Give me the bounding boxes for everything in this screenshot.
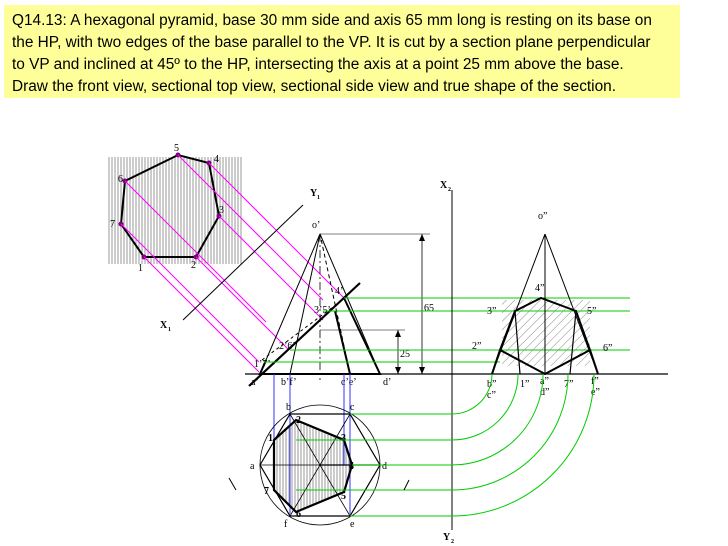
sv-label-5: 5” (587, 306, 597, 317)
ts-label-2: 2 (191, 260, 196, 271)
sv-label-1: 1” (520, 379, 530, 390)
tv-label-f: f (284, 519, 288, 530)
transfer-arc (296, 374, 518, 440)
dim-65-arrow-bottom (419, 367, 425, 374)
true-shape (108, 143, 242, 274)
problem-line: to VP and inclined at 45º to the HP, intersecting the axis at a point 25 mm above the base. (12, 56, 624, 73)
tv-label-b: b (286, 402, 291, 413)
sv-label-3: 3” (487, 306, 497, 317)
transfer-arc (350, 374, 594, 516)
sv-label-d: d” (540, 387, 550, 398)
transfer-arc (352, 374, 543, 465)
tv-label-a: a (250, 461, 255, 472)
sv-label-a: a” (540, 376, 549, 387)
sv-label-e: e” (591, 387, 600, 398)
top-view (250, 402, 387, 530)
fv-17-label: 1’7’ (254, 359, 271, 370)
transfer-arc (350, 374, 492, 414)
y1-sub: 1 (317, 195, 320, 201)
dim-25-arrow-bottom (395, 367, 401, 374)
tv-label-c: c (350, 402, 355, 413)
dim-25-arrow-top (395, 330, 401, 337)
fv-d-label: d’ (383, 377, 392, 388)
fv-edge-b (290, 234, 320, 374)
fv-cut-edge-c (335, 311, 350, 374)
sv-label-7: 7” (564, 379, 574, 390)
fv-35-label: 3’5’ (314, 305, 331, 316)
ts-label-4: 4 (214, 154, 219, 165)
ts-label-7: 7 (110, 219, 115, 230)
front-view (249, 220, 434, 388)
problem-line: Draw the front view, sectional top view, sectional side view and true shape of the section. (12, 78, 616, 95)
ts-label-3: 3 (219, 205, 224, 216)
y2-label: Y (443, 532, 451, 543)
sv-label-f: f” (591, 376, 599, 387)
problem-line: the HP, with two edges of the base parallel to the VP. It is cut by a section plane perpendicular (12, 34, 651, 51)
sv-label-4: 4” (535, 283, 545, 294)
y2-sub: 2 (451, 539, 454, 545)
sv-label-6: 6” (603, 343, 613, 354)
fv-apex-label: o’ (312, 220, 321, 231)
x2-label: X (440, 180, 448, 191)
fv-bf-label: b’f’ (281, 377, 297, 388)
sv-label-2: 2” (472, 341, 482, 352)
dim-65-arrow-top (419, 234, 425, 241)
y1-label: Y (310, 188, 318, 199)
section-plane-line (249, 283, 360, 386)
section-projector (144, 257, 259, 372)
dim-65-label: 65 (424, 303, 434, 314)
ts-label-6: 6 (118, 174, 123, 185)
tv-label-e: e (350, 519, 355, 530)
tick-mark (229, 478, 236, 490)
section-projector (219, 216, 323, 320)
tv-label-1: 1 (268, 433, 273, 444)
tv-label-6: 6 (296, 509, 301, 520)
tick-mark (404, 480, 409, 490)
fv-ce-label: c’e’ (341, 377, 357, 388)
problem-line: Q14.13: A hexagonal pyramid, base 30 mm side and axis 65 mm long is resting on its base on (12, 12, 652, 29)
tv-label-5: 5 (341, 491, 346, 502)
tv-label-3: 3 (341, 433, 346, 444)
tv-label-4: 4 (349, 461, 354, 472)
sv-base-right (590, 350, 598, 374)
tv-label-d: d (382, 461, 387, 472)
x2-sub: 2 (448, 187, 451, 193)
sv-label-b: b” (487, 379, 497, 390)
tv-label-2: 2 (296, 415, 301, 426)
ts-label-5: 5 (174, 143, 179, 154)
dim-25-label: 25 (400, 349, 410, 360)
tv-label-7: 7 (264, 486, 269, 497)
fv-4-label: 4’ (335, 286, 344, 297)
fv-26-label: 2’6’ (279, 341, 296, 352)
x1-sub: 1 (168, 327, 171, 333)
side-view (472, 211, 612, 401)
x1-label: X (160, 320, 168, 331)
fv-edge-a (260, 234, 320, 374)
fv-a-label: a’ (251, 377, 259, 388)
sv-label-c: c” (487, 390, 496, 401)
sv-apex-label: o” (538, 211, 548, 222)
ts-label-1: 1 (138, 263, 143, 274)
